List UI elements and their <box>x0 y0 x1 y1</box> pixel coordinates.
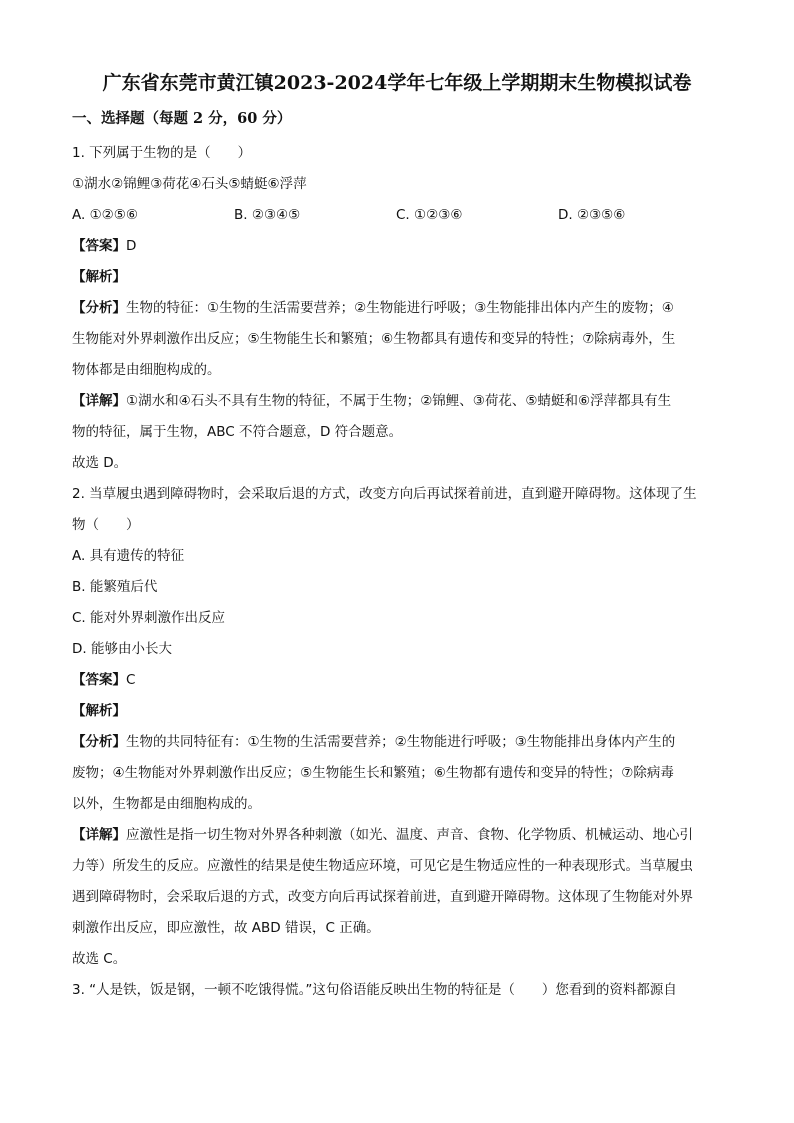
xiangjie-label: 【详解】 <box>72 827 126 843</box>
q2-option-a: A. 具有遗传的特征 <box>72 548 185 564</box>
answer-label: 【答案】 <box>72 672 126 688</box>
analysis-label: 【解析】 <box>72 703 126 719</box>
fenxi-text: 生物的特征：①生物的生活需要营养；②生物能进行呼吸；③生物能排出体内产生的废物；④ <box>126 300 674 316</box>
q1-xiangjie-line-2: 物的特征，属于生物，ABC 不符合题意，D 符合题意。 <box>72 424 403 440</box>
q2-xiangjie-line-1 <box>72 820 722 851</box>
q1-items: ①湖水②锦鲤③荷花④石头⑤蜻蜓⑥浮萍 <box>72 176 307 192</box>
questions-content <box>72 138 722 1006</box>
analysis-label: 【解析】 <box>72 269 126 285</box>
xiangjie-text: 应激性是指一切生物对外界各种刺激（如光、温度、声音、食物、化学物质、机械运动、地心引 <box>126 827 693 843</box>
q2-xiangjie-line-4: 刺激作出反应，即应激性，故 ABD 错误，C 正确。 <box>72 920 380 936</box>
q3-stem: 3. “人是铁，饭是钢，一顿不吃饿得慌。”这句俗语能反映出生物的特征是（ ）您看到的资料都源自 <box>72 982 677 998</box>
q1-fenxi-line-1 <box>72 293 722 324</box>
q2-stem-line-2: 物（ ） <box>72 517 140 533</box>
q1-option-c: C. ①②③⑥ <box>396 207 463 223</box>
q1-option-b: B. ②③④⑤ <box>234 207 301 223</box>
q2-option-c: C. 能对外界刺激作出反应 <box>72 610 226 626</box>
xiangjie-text: ①湖水和④石头不具有生物的特征，不属于生物；②锦鲤、③荷花、⑤蜻蜓和⑥浮萍都具有生 <box>126 393 672 409</box>
q1-option-d: D. ②③⑤⑥ <box>558 207 626 223</box>
q2-xiangjie-line-3: 遇到障碍物时，会采取后退的方式，改变方向后再试探着前进，直到避开障碍物。这体现了生物能对外界 <box>72 889 693 905</box>
q1-options <box>72 200 722 231</box>
q1-analysis-label <box>72 262 722 293</box>
xiangjie-label: 【详解】 <box>72 393 126 409</box>
q1-fenxi-line-2: 生物能对外界刺激作出反应；⑤生物能生长和繁殖；⑥生物都具有遗传和变异的特性；⑦除病毒外，生 <box>72 331 676 347</box>
q2-analysis-label <box>72 696 722 727</box>
answer-label: 【答案】 <box>72 238 126 254</box>
q2-answer <box>72 665 722 696</box>
q2-option-d: D. 能够由小长大 <box>72 641 172 657</box>
q2-xiangjie-line-2: 力等）所发生的反应。应激性的结果是使生物适应环境，可见它是生物适应性的一种表现形式。当草履虫 <box>72 858 693 874</box>
q2-fenxi-line-3: 以外，生物都是由细胞构成的。 <box>72 796 261 812</box>
q1-xiangjie-line-1 <box>72 386 722 417</box>
q2-option-b: B. 能繁殖后代 <box>72 579 158 595</box>
q1-fenxi-line-3: 物体都是由细胞构成的。 <box>72 362 221 378</box>
q1-option-a: A. ①②⑤⑥ <box>72 207 138 223</box>
answer-value: D <box>126 238 137 254</box>
q1-conclusion: 故选 D。 <box>72 455 128 471</box>
fenxi-text: 生物的共同特征有：①生物的生活需要营养；②生物能进行呼吸；③生物能排出身体内产生的 <box>126 734 676 750</box>
q1-answer <box>72 231 722 262</box>
answer-value: C <box>126 672 136 688</box>
q1-stem: 1. 下列属于生物的是（ ） <box>72 145 252 161</box>
q2-conclusion: 故选 C。 <box>72 951 127 967</box>
fenxi-label: 【分析】 <box>72 300 126 316</box>
document-title: 广东省东莞市黄江镇2023-2024学年七年级上学期期末生物模拟试卷 <box>102 72 692 94</box>
section-heading: 一、选择题（每题 2 分，60 分） <box>72 110 292 127</box>
q2-stem-line-1: 2. 当草履虫遇到障碍物时，会采取后退的方式，改变方向后再试探着前进，直到避开障碍物。这体现了生 <box>72 486 697 502</box>
q2-fenxi-line-1 <box>72 727 722 758</box>
q2-fenxi-line-2: 废物；④生物能对外界刺激作出反应；⑤生物能生长和繁殖；⑥生物都有遗传和变异的特性；⑦除病毒 <box>72 765 674 781</box>
fenxi-label: 【分析】 <box>72 734 126 750</box>
